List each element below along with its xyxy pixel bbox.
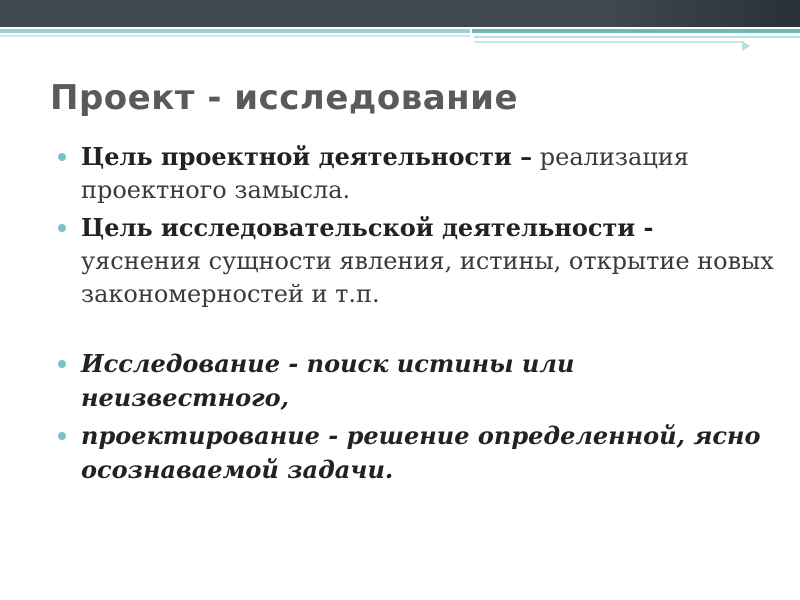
bullet-text: уяснения сущности явления, истины, открытие новых закономерностей и т.п. <box>81 247 774 308</box>
bullet-text: реализация проектного замысла. <box>81 143 689 204</box>
bullet-icon <box>58 432 66 440</box>
bullet-heading: Цель исследовательской деятельности - <box>81 213 654 242</box>
list-item <box>58 419 778 487</box>
bullet-heading: Цель проектной деятельности – <box>81 142 533 171</box>
list-item <box>58 140 778 207</box>
bullet-icon <box>58 224 66 232</box>
header-bar <box>0 0 800 27</box>
bullet-list <box>58 140 778 491</box>
arrow-icon <box>742 41 750 51</box>
accent-stripe <box>474 41 744 43</box>
bullet-icon <box>58 153 66 161</box>
accent-stripe <box>0 29 470 33</box>
slide-title: Проект - исследование <box>50 78 519 118</box>
accent-stripe <box>474 36 800 38</box>
accent-stripe <box>0 35 470 37</box>
bullet-text: Исследование - поиск истины или неизвестного, <box>81 349 575 412</box>
list-item <box>58 211 778 311</box>
bullet-text: проектирование - решение определенной, ясно осознаваемой задачи. <box>81 421 761 484</box>
accent-stripe <box>472 29 800 33</box>
header-bar-shade <box>600 0 800 27</box>
list-item <box>58 347 778 415</box>
bullet-icon <box>58 360 66 368</box>
